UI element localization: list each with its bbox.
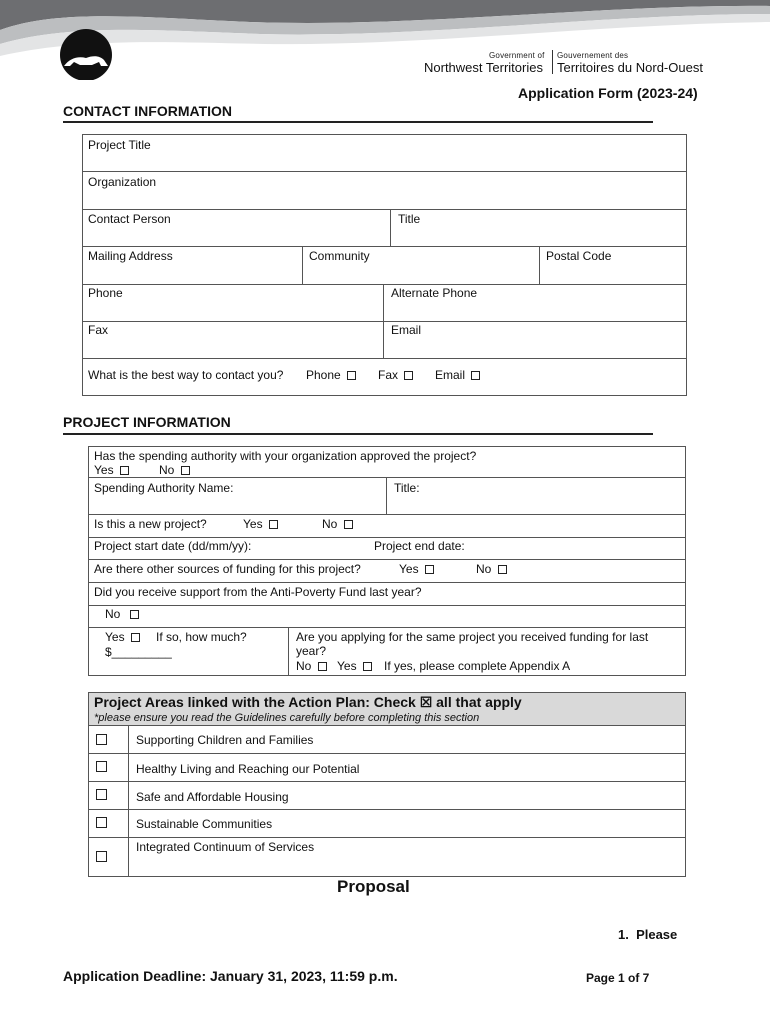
funding-no-checkbox[interactable]: [498, 565, 507, 574]
project-areas-header: [88, 692, 686, 726]
appendix-note: If yes, please complete Appendix A: [384, 659, 571, 673]
project-title-field[interactable]: [82, 134, 687, 172]
spending-name-field[interactable]: [88, 477, 387, 515]
pref-phone-checkbox[interactable]: [347, 371, 356, 380]
other-funding-row: [88, 559, 686, 583]
approved-row: [88, 446, 686, 478]
contact-rule: [63, 121, 653, 123]
support-no-row: [88, 605, 686, 628]
area-checkbox-cell-4: [88, 809, 129, 838]
mailing-address-field[interactable]: [82, 246, 303, 285]
same-no-label: No: [296, 659, 312, 673]
mailing-address-label: Mailing Address: [88, 249, 173, 263]
area-checkbox-cell-1: [88, 725, 129, 754]
gov-fr-name: Territoires du Nord-Ouest: [557, 60, 703, 75]
same-no-checkbox[interactable]: [318, 662, 327, 671]
area-label: Supporting Children and Families: [136, 733, 314, 747]
organization-label: Organization: [88, 175, 157, 189]
same-yes-checkbox[interactable]: [363, 662, 372, 671]
fax-field[interactable]: [82, 321, 384, 359]
community-label: Community: [309, 249, 370, 263]
page-number: Page 1 of 7: [586, 971, 650, 985]
support-no-option[interactable]: [105, 607, 139, 621]
contact-preference-row: [82, 358, 687, 396]
proposal-heading: Proposal: [337, 877, 410, 896]
pref-email-label: Email: [435, 368, 466, 382]
support-no-label: No: [105, 607, 121, 621]
approved-yes-option[interactable]: [94, 463, 129, 477]
pref-fax-option[interactable]: [378, 368, 413, 382]
pref-email-checkbox[interactable]: [471, 371, 480, 380]
area-checkbox[interactable]: [96, 789, 107, 800]
area-label: Sustainable Communities: [136, 817, 273, 831]
same-yes-option[interactable]: [337, 659, 372, 673]
area-label: Safe and Affordable Housing: [136, 790, 289, 804]
area-label-cell-4: [128, 809, 686, 838]
project-heading: PROJECT INFORMATION: [63, 414, 231, 430]
funding-no-option[interactable]: [476, 562, 507, 576]
area-label-cell-5: [128, 837, 686, 877]
new-yes-option[interactable]: [243, 517, 278, 531]
pref-phone-label: Phone: [306, 368, 341, 382]
postal-code-field[interactable]: [539, 246, 687, 285]
same-yes-label: Yes: [337, 659, 357, 673]
start-date-label: Project start date (dd/mm/yy):: [94, 539, 252, 553]
gov-en-name: Northwest Territories: [424, 60, 543, 75]
contact-heading: CONTACT INFORMATION: [63, 103, 233, 119]
new-project-row: [88, 514, 686, 538]
approved-yes-label: Yes: [94, 463, 114, 477]
project-areas-note: *please ensure you read the Guidelines carefully before completing this section: [94, 712, 480, 724]
fax-label: Fax: [88, 323, 109, 337]
best-way-label: What is the best way to contact you?: [88, 368, 284, 382]
new-yes-checkbox[interactable]: [269, 520, 278, 529]
approved-no-checkbox[interactable]: [181, 466, 190, 475]
postal-code-label: Postal Code: [546, 249, 612, 263]
funding-no-label: No: [476, 562, 492, 576]
gov-fr-small: Gouvernement des: [557, 51, 629, 60]
approved-no-option[interactable]: [159, 463, 190, 477]
email-field[interactable]: [383, 321, 687, 359]
alt-phone-field[interactable]: [383, 284, 687, 322]
support-last-year-row: [88, 582, 686, 606]
community-field[interactable]: [302, 246, 540, 285]
spending-title-label: Title:: [394, 481, 420, 495]
same-project-question: Are you applying for the same project you received funding for last: [296, 630, 649, 644]
area-label-cell-2: [128, 753, 686, 782]
approved-yes-checkbox[interactable]: [120, 466, 129, 475]
new-no-checkbox[interactable]: [344, 520, 353, 529]
same-project-cell: [288, 627, 686, 676]
project-dates-row[interactable]: [88, 537, 686, 560]
area-checkbox[interactable]: [96, 851, 107, 862]
title-field[interactable]: [390, 209, 687, 247]
contact-person-label: Contact Person: [88, 212, 171, 226]
area-checkbox-cell-5: [88, 837, 129, 877]
area-checkbox[interactable]: [96, 761, 107, 772]
email-label: Email: [391, 323, 422, 337]
spending-title-field[interactable]: [386, 477, 686, 515]
approved-no-label: No: [159, 463, 175, 477]
funding-yes-checkbox[interactable]: [425, 565, 434, 574]
contact-person-field[interactable]: [82, 209, 391, 247]
project-title-label: Project Title: [88, 138, 151, 152]
approved-question: Has the spending authority with your organization approved the project?: [94, 449, 477, 463]
end-date-label: Project end date:: [374, 539, 465, 553]
support-amount-field[interactable]: $_________: [105, 645, 172, 659]
support-yes-checkbox[interactable]: [131, 633, 140, 642]
funding-yes-option[interactable]: [399, 562, 434, 576]
area-label: Integrated Continuum of Services: [136, 840, 315, 854]
organization-field[interactable]: [82, 171, 687, 210]
area-checkbox[interactable]: [96, 817, 107, 828]
area-checkbox-cell-2: [88, 753, 129, 782]
pref-phone-option[interactable]: [306, 368, 356, 382]
area-label: Healthy Living and Reaching our Potential: [136, 762, 360, 776]
same-project-question-cont: year?: [296, 644, 327, 658]
new-no-option[interactable]: [322, 517, 353, 531]
support-amount-label: If so, how much?: [156, 630, 247, 644]
application-deadline: Application Deadline: January 31, 2023, 11:59 p.m.: [63, 968, 398, 984]
title-label: Title: [398, 212, 421, 226]
proposal-item-1: 1. Please: [618, 927, 678, 942]
new-yes-label: Yes: [243, 517, 263, 531]
area-checkbox-cell-3: [88, 781, 129, 810]
new-no-label: No: [322, 517, 338, 531]
pref-fax-checkbox[interactable]: [404, 371, 413, 380]
form-title: Application Form (2023-24): [518, 85, 698, 101]
support-no-checkbox[interactable]: [130, 610, 139, 619]
support-yes-label: Yes: [105, 630, 125, 644]
project-rule: [63, 433, 653, 435]
support-yes-option[interactable]: [105, 630, 140, 644]
alt-phone-label: Alternate Phone: [391, 286, 478, 300]
funding-yes-label: Yes: [399, 562, 419, 576]
phone-field[interactable]: [82, 284, 384, 322]
project-areas-heading: Project Areas linked with the Action Plan: Check ☒ all that apply: [94, 694, 522, 710]
area-label-cell-1: [128, 725, 686, 754]
pref-email-option[interactable]: [435, 368, 480, 382]
spending-name-label: Spending Authority Name:: [94, 481, 234, 495]
area-checkbox[interactable]: [96, 734, 107, 745]
phone-label: Phone: [88, 286, 123, 300]
other-funding-question: Are there other sources of funding for this project?: [94, 562, 361, 576]
same-no-option[interactable]: [296, 659, 327, 673]
gov-en-small: Government of: [489, 51, 545, 60]
area-label-cell-3: [128, 781, 686, 810]
new-project-question: Is this a new project?: [94, 517, 207, 531]
support-yes-cell: [88, 627, 289, 676]
pref-fax-label: Fax: [378, 368, 399, 382]
support-last-year-question: Did you receive support from the Anti-Poverty Fund last year?: [94, 585, 422, 599]
gov-divider: [552, 50, 553, 74]
